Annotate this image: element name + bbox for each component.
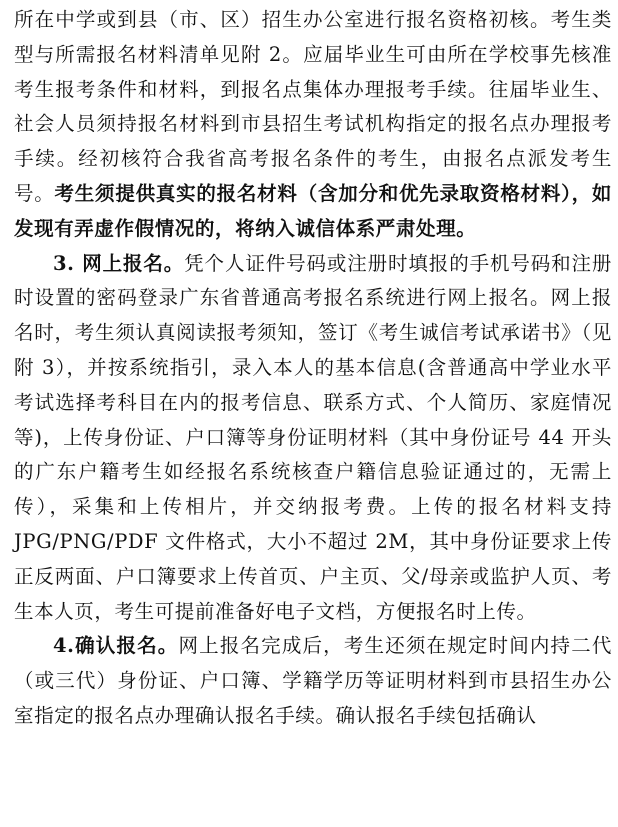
paragraph-registration-review [14,3,612,247]
paragraph-text: 所在中学或到县（市、区）招生办公室进行报名资格初核。考生类型与所需报名材料清单见附 2。应届毕业生可由所在学校事先核准考生报考条件和材料，到报名点集体办理报考手续。往届毕业生、社会人员须持报名材料到市县招生考试机构指定的报名点办理报考手续。经初核符合我省高考报名条件的考生，由报名点派发考生号。 [14,8,612,205]
paragraph-text: 网上报名完成后，考生还须在规定时间内持二代（或三代）身份证、户口簿、学籍学历等证明材料到市县招生办公室指定的报名点办理确认报名手续。确认报名手续包括确认 [14,634,612,727]
section-heading-online-registration: 3. 网上报名。 [53,251,185,275]
bold-warning-text: 考生须提供真实的报名材料（含加分和优先录取资格材料），如发现有弄虚作假情况的，将纳入诚信体系严肃处理。 [14,181,612,240]
paragraph-confirm-registration [14,629,612,733]
paragraph-text: 凭个人证件号码或注册时填报的手机号码和注册时设置的密码登录广东省普通高考报名系统进行网上报名。网上报名时，考生须认真阅读报考须知，签订《考生诚信考试承诺书》（见附 3），并按系统指引，录入本人的基本信息(含普通高中学业水平考试选择考科目在内的报考信息、联系方式、个人简历、家庭情况等)，上传身份证、户口簿等身份证明材料（其中身份证号 44 开头的广东户籍考生如经报名系统核查户籍信息验证通过的，无需上传），采集和上传相片，并交纳报考费。上传的报名材料支持 JPG/PNG/PDF 文件格式，大小不超过 2M，其中身份证要求上传正反两面、户口簿要求上传首页、户主页、父/母亲或监护人页、考生本人页，考生可提前准备好电子文档，方便报名时上传。 [14,251,612,623]
paragraph-online-registration [14,247,612,630]
section-heading-confirm-registration: 4.确认报名。 [53,634,179,658]
